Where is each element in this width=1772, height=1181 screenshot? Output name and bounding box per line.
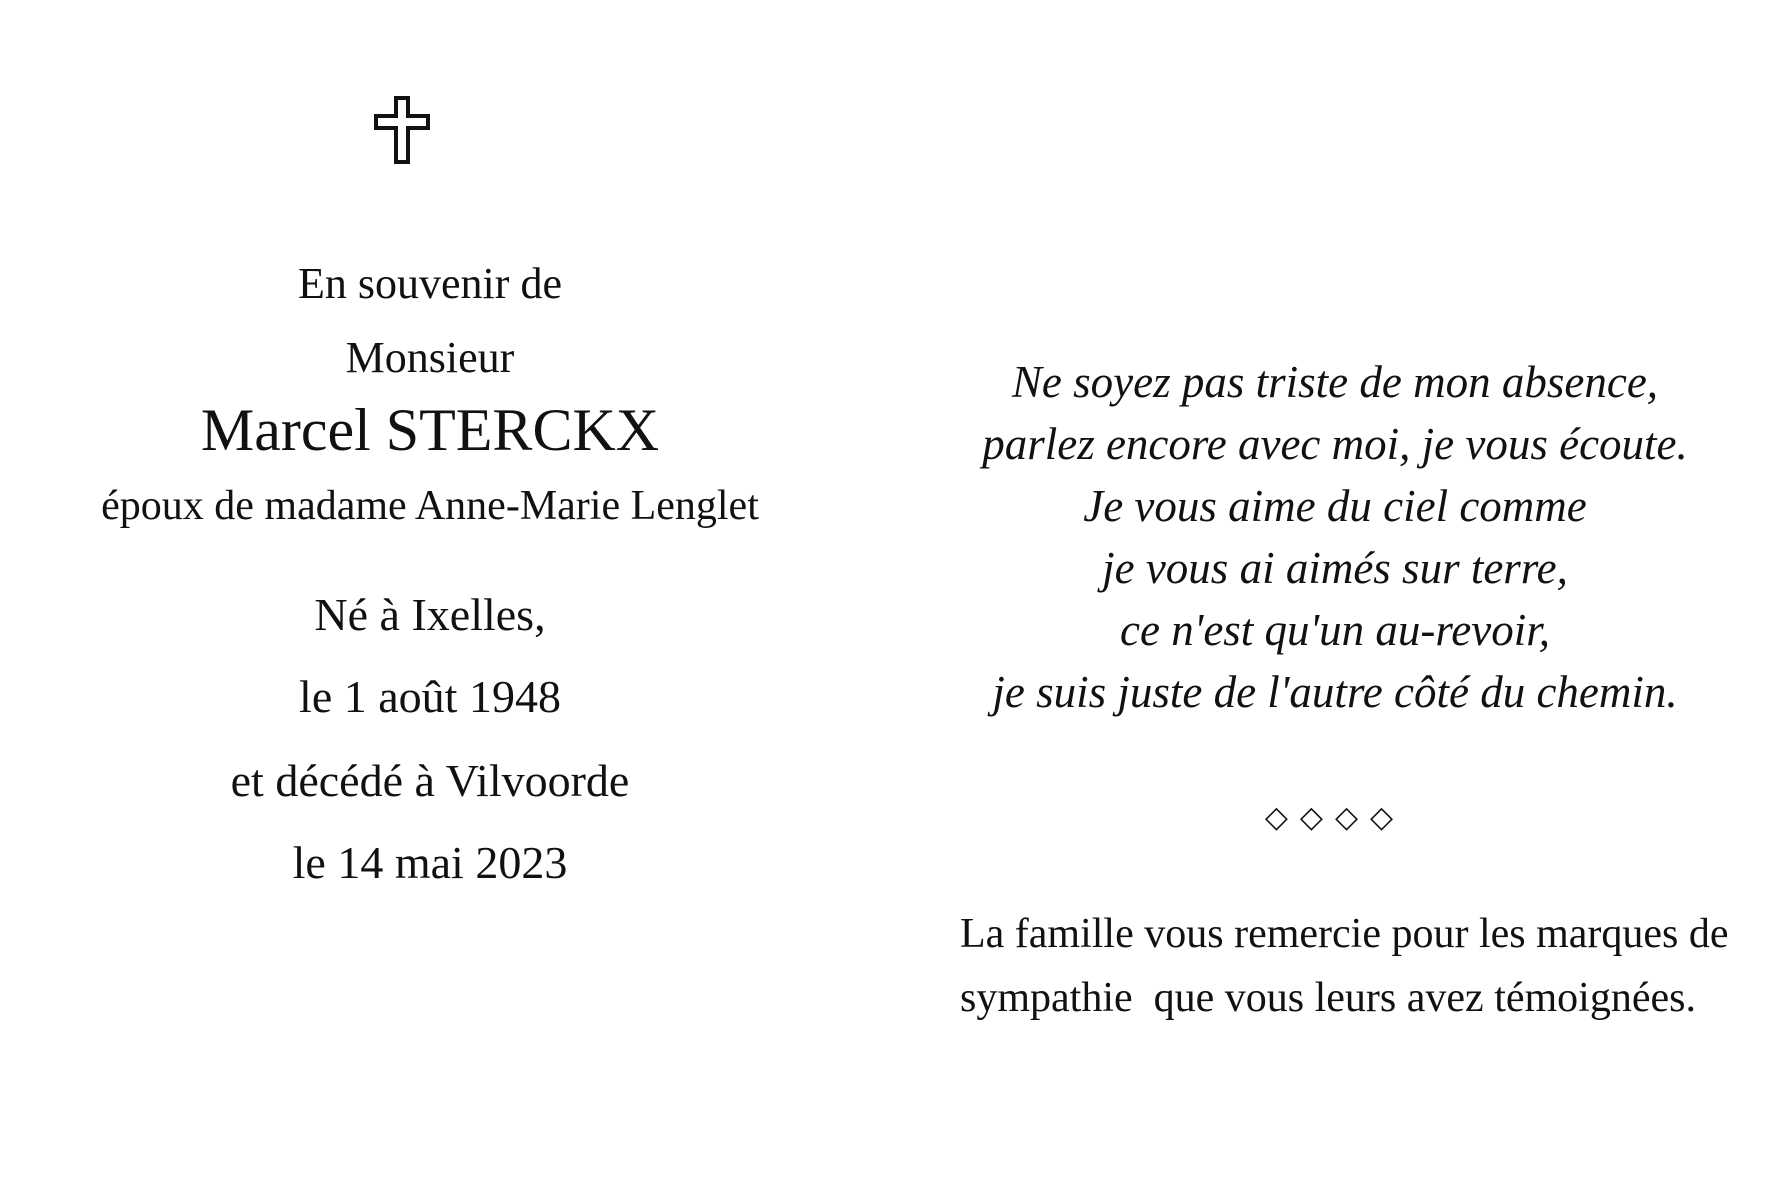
poem-line: Ne soyez pas triste de mon absence,	[1011, 357, 1659, 407]
poem-line: parlez encore avec moi, je vous écoute.	[982, 419, 1688, 469]
death-place: et décédé à Vilvoorde	[230, 755, 630, 806]
thanks-line-2: sympathie que vous leurs avez témoignées.	[960, 975, 1696, 1021]
diamond-ornaments: ◇◇◇◇	[1264, 801, 1406, 834]
death-date: le 14 mai 2023	[292, 837, 568, 888]
thanks-line-1: La famille vous remercie pour les marques de	[960, 911, 1729, 957]
poem-line: je suis juste de l'autre côté du chemin.	[992, 667, 1678, 717]
cross-icon	[372, 96, 432, 164]
poem-line: ce n'est qu'un au-revoir,	[1120, 605, 1550, 655]
deceased-name: Marcel STERCKX	[200, 397, 660, 463]
birth-date: le 1 août 1948	[299, 671, 561, 722]
souvenir-text: En souvenir de	[298, 259, 562, 308]
title-text: Monsieur	[345, 333, 515, 382]
poem-line: je vous ai aimés sur terre,	[1102, 543, 1568, 593]
birth-place: Né à Ixelles,	[314, 589, 546, 640]
poem-line: Je vous aime du ciel comme	[1083, 481, 1587, 531]
spouse-text: époux de madame Anne-Marie Lenglet	[101, 483, 759, 529]
